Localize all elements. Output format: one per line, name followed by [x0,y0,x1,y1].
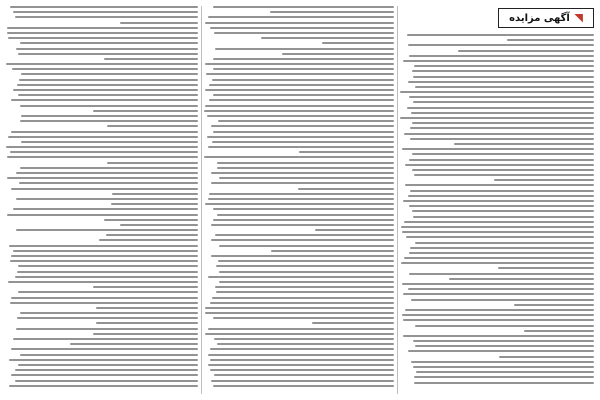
text-line [270,11,394,13]
page-title: آگهی مزایده [509,12,570,24]
text-line [411,112,594,114]
text-line [409,205,594,207]
text-line [21,115,198,117]
text-line [207,136,394,138]
text-line [299,151,394,153]
text-line [217,162,394,164]
text-line [20,354,198,356]
text-line [206,73,394,75]
text-column-middle [204,6,394,394]
text-line [13,208,198,210]
text-line [405,184,594,186]
text-line [11,374,198,376]
text-line [413,366,594,368]
text-line [403,200,594,202]
text-line [96,307,198,309]
text-line [211,172,394,174]
text-line [411,299,594,301]
text-line [406,236,594,238]
text-line [18,291,198,293]
text-line [11,297,198,299]
text-line [407,107,594,109]
text-line [414,382,594,384]
text-line [104,58,198,60]
text-line [215,234,394,236]
text-line [213,317,394,319]
text-line [205,333,394,335]
text-line [93,333,198,335]
logo-mark [574,14,583,23]
text-line [410,138,594,140]
text-line [120,22,198,24]
text-line [10,6,198,8]
text-line [413,101,594,103]
text-line [409,159,594,161]
text-line [412,70,594,72]
text-line [210,359,394,361]
text-line [17,271,198,273]
text-line [13,89,198,91]
text-line [7,27,198,29]
text-line [208,328,394,330]
text-line [219,245,394,247]
text-line [218,260,394,262]
text-line [208,16,394,18]
text-line [405,164,594,166]
text-line [410,190,594,192]
text-line [217,343,394,345]
text-line [11,131,198,133]
text-line [409,273,594,275]
text-line [412,122,594,124]
text-line [112,193,198,195]
text-line [11,188,199,190]
text-line [408,288,594,290]
text-line [15,380,198,382]
text-line [18,265,199,267]
text-line [204,110,394,112]
text-line [413,76,594,78]
text-line [13,250,198,252]
text-line [10,151,198,153]
text-line [70,343,198,345]
text-column-left [6,6,198,394]
text-line [412,169,594,171]
text-line [217,214,395,216]
text-line [10,260,198,262]
text-line [409,55,594,57]
text-line [494,179,594,181]
text-line [20,105,198,107]
text-line [209,84,394,86]
text-line [208,198,394,200]
text-line [407,34,594,36]
text-line [218,120,394,122]
text-line [210,302,394,304]
text-line [400,117,594,119]
text-line [20,312,198,314]
text-line [16,172,198,174]
text-line [312,322,394,324]
text-line [412,210,594,212]
text-line [271,250,394,252]
text-line [21,141,198,143]
text-line [408,195,594,197]
text-line [212,141,394,143]
text-line [11,255,198,257]
text-line [414,376,594,378]
text-column-right [400,6,594,394]
text-line [9,385,198,387]
text-line [414,174,594,176]
text-line [499,356,594,358]
text-line [416,371,594,373]
text-line [402,231,594,233]
text-line [19,182,198,184]
text-line [216,291,394,293]
text-line [15,276,198,278]
text-line [8,281,198,283]
text-line [219,177,394,179]
text-line [214,32,394,34]
text-line [16,198,198,200]
text-line [214,374,394,376]
text-line [106,234,198,236]
text-line [18,94,198,96]
text-line [8,37,198,39]
text-line [17,317,198,319]
text-line [17,84,198,86]
text-line [7,177,198,179]
header-box [498,8,594,28]
text-line [213,219,394,221]
text-line [120,224,198,226]
text-line [322,42,394,44]
text-line [96,322,198,324]
text-line [409,96,594,98]
text-line [410,247,594,249]
text-line [404,133,594,135]
text-line [215,286,394,288]
text-line [415,325,594,327]
text-line [205,307,394,309]
text-line [21,73,198,75]
text-line [415,242,594,244]
text-line [9,359,198,361]
text-line [205,105,394,107]
text-line [415,345,594,347]
text-line [498,267,594,269]
column-divider [397,6,398,394]
text-line [13,11,198,13]
text-line [16,328,198,330]
text-line [219,281,394,283]
column-divider [201,6,202,394]
text-line [524,330,594,332]
text-line [211,182,394,184]
text-line [403,319,594,321]
text-line [408,44,594,46]
text-line [412,153,594,155]
text-line [107,162,198,164]
text-line [213,6,394,8]
text-line [12,68,198,70]
text-line [414,65,594,67]
text-line [13,338,198,340]
text-line [16,48,198,50]
text-line [216,265,394,267]
text-lines [204,6,394,387]
text-line [454,143,594,145]
text-line [403,335,594,337]
text-line [402,148,594,150]
text-lines [6,6,198,387]
text-line [213,131,394,133]
text-line [93,110,198,112]
text-line [209,193,394,195]
text-line [15,369,198,371]
text-line [10,302,198,304]
text-line [413,216,594,218]
text-line [449,278,594,280]
text-line [261,37,394,39]
text-line [415,86,594,88]
text-line [404,221,594,223]
text-line [211,125,394,127]
text-line [7,32,198,34]
text-line [410,127,594,129]
text-line [401,226,595,228]
text-line [208,276,394,278]
text-line [210,369,394,371]
text-line [93,286,198,288]
text-line [213,94,394,96]
text-line [19,79,198,81]
text-line [213,58,394,60]
text-line [209,99,394,101]
text-line [20,120,198,122]
text-line [213,208,394,210]
text-line [211,380,394,382]
text-line [7,156,198,158]
text-line [18,53,198,55]
text-line [99,239,198,241]
text-line [207,115,394,117]
text-line [210,27,395,29]
text-line [208,364,394,366]
text-line [7,214,198,216]
text-line [211,224,394,226]
text-line [219,271,394,273]
text-line [213,68,394,70]
text-line [205,312,394,314]
text-line [282,53,394,55]
text-line [11,99,198,101]
text-line [20,167,198,169]
text-line [104,219,198,221]
text-line [402,283,594,285]
text-line [458,50,594,52]
text-line [204,156,394,158]
text-line [210,348,394,350]
text-line [107,125,198,127]
text-line [6,63,198,65]
text-line [211,239,394,241]
text-line [411,361,594,363]
text-line [402,314,594,316]
text-line [404,257,594,259]
text-line [9,245,198,247]
text-line [15,16,198,18]
text-line [205,22,394,24]
text-line [315,229,394,231]
text-line [214,338,394,340]
text-line [18,364,198,366]
text-line [11,348,198,350]
text-line [212,297,394,299]
text-line [111,203,198,205]
text-line [208,354,394,356]
text-lines [400,34,594,384]
text-line [16,229,198,231]
text-line [217,167,394,169]
text-line [20,42,198,44]
text-line [413,340,594,342]
text-line [401,262,594,264]
text-line [205,203,394,205]
text-line [400,91,594,93]
text-line [507,39,594,41]
text-line [208,146,394,148]
text-line [215,48,394,50]
text-line [205,89,394,91]
text-line [514,304,594,306]
text-line [405,309,594,311]
text-line [298,188,394,190]
text-line [8,136,198,138]
text-line [403,60,594,62]
text-line [403,293,594,295]
text-line [211,255,394,257]
text-line [205,63,394,65]
text-line [408,81,594,83]
text-line [6,146,198,148]
text-line [408,350,594,352]
text-line [212,79,394,81]
text-line [409,252,594,254]
text-line [213,385,394,387]
